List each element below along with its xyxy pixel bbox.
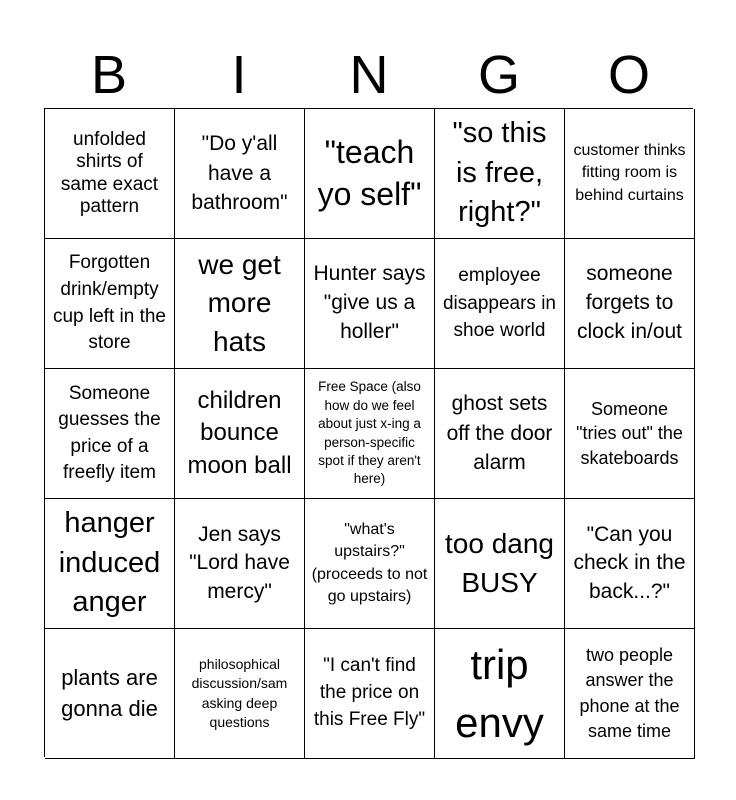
header-letter-i: I bbox=[231, 45, 247, 105]
bingo-cell[interactable] bbox=[435, 109, 565, 239]
bingo-cell[interactable] bbox=[45, 629, 175, 759]
cell-text: Someone "tries out" the skateboards bbox=[576, 399, 683, 468]
bingo-cell[interactable] bbox=[565, 369, 695, 499]
bingo-cell[interactable] bbox=[45, 109, 175, 239]
bingo-cell[interactable] bbox=[565, 109, 695, 239]
bingo-cell[interactable] bbox=[435, 499, 565, 629]
cell-text: trip envy bbox=[455, 640, 544, 746]
free-space-cell[interactable] bbox=[305, 369, 435, 499]
bingo-cell[interactable] bbox=[305, 629, 435, 759]
bingo-cell[interactable] bbox=[435, 239, 565, 369]
cell-text: we get more hats bbox=[198, 249, 281, 357]
cell-text: customer thinks fitting room is behind curtains bbox=[573, 141, 686, 204]
cell-text: children bounce moon ball bbox=[187, 386, 292, 479]
bingo-header bbox=[44, 44, 694, 106]
header-letter-g: G bbox=[477, 45, 520, 105]
bingo-cell[interactable] bbox=[175, 629, 305, 759]
bingo-cell[interactable] bbox=[175, 109, 305, 239]
cell-text: "Do y'all have a bathroom" bbox=[191, 132, 288, 215]
cell-text: Someone guesses the price of a freefly item bbox=[58, 383, 161, 483]
cell-text: "I can't find the price on this Free Fly" bbox=[313, 655, 426, 730]
bingo-cell[interactable] bbox=[175, 499, 305, 629]
bingo-cell[interactable] bbox=[565, 629, 695, 759]
bingo-cell[interactable] bbox=[45, 499, 175, 629]
bingo-cell[interactable] bbox=[305, 499, 435, 629]
cell-text: "so this is free, right?" bbox=[452, 117, 547, 229]
cell-text: employee disappears in shoe world bbox=[442, 265, 557, 342]
cell-text: "what's upstairs?" (proceeds to not go upstairs) bbox=[311, 520, 428, 605]
cell-text: two people answer the phone at the same time bbox=[579, 645, 680, 741]
bingo-cell[interactable] bbox=[435, 629, 565, 759]
bingo-cell[interactable] bbox=[175, 239, 305, 369]
header-letter-n: N bbox=[349, 45, 389, 105]
bingo-board bbox=[44, 108, 693, 757]
bingo-cell[interactable] bbox=[305, 239, 435, 369]
header-letter-b: B bbox=[90, 45, 128, 105]
bingo-cell[interactable] bbox=[435, 369, 565, 499]
cell-text: Jen says "Lord have mercy" bbox=[189, 522, 290, 603]
cell-text: "Can you check in the back...?" bbox=[573, 522, 686, 603]
cell-text: too dang BUSY bbox=[445, 527, 554, 598]
bingo-cell[interactable] bbox=[45, 369, 175, 499]
cell-text: someone forgets to clock in/out bbox=[576, 262, 683, 343]
cell-text: hanger induced anger bbox=[58, 507, 161, 619]
cell-text: plants are gonna die bbox=[61, 665, 158, 721]
cell-text: Hunter says "give us a holler" bbox=[313, 262, 426, 343]
bingo-cell[interactable] bbox=[305, 109, 435, 239]
free-space-text: Free Space (also how do we feel about just x-ing a person-specific spot if they aren't here) bbox=[318, 379, 421, 487]
cell-text: philosophical discussion/sam asking deep questions bbox=[191, 655, 288, 730]
cell-text: Forgotten drink/empty cup left in the store bbox=[52, 252, 167, 354]
cell-text: "teach yo self" bbox=[317, 133, 422, 212]
bingo-cell[interactable] bbox=[565, 499, 695, 629]
bingo-cell[interactable] bbox=[175, 369, 305, 499]
bingo-cell[interactable] bbox=[45, 239, 175, 369]
bingo-cell[interactable] bbox=[565, 239, 695, 369]
header-letter-o: O bbox=[607, 45, 650, 105]
cell-text: unfolded shirts of same exact pattern bbox=[60, 129, 159, 217]
cell-text: ghost sets off the door alarm bbox=[446, 392, 553, 475]
